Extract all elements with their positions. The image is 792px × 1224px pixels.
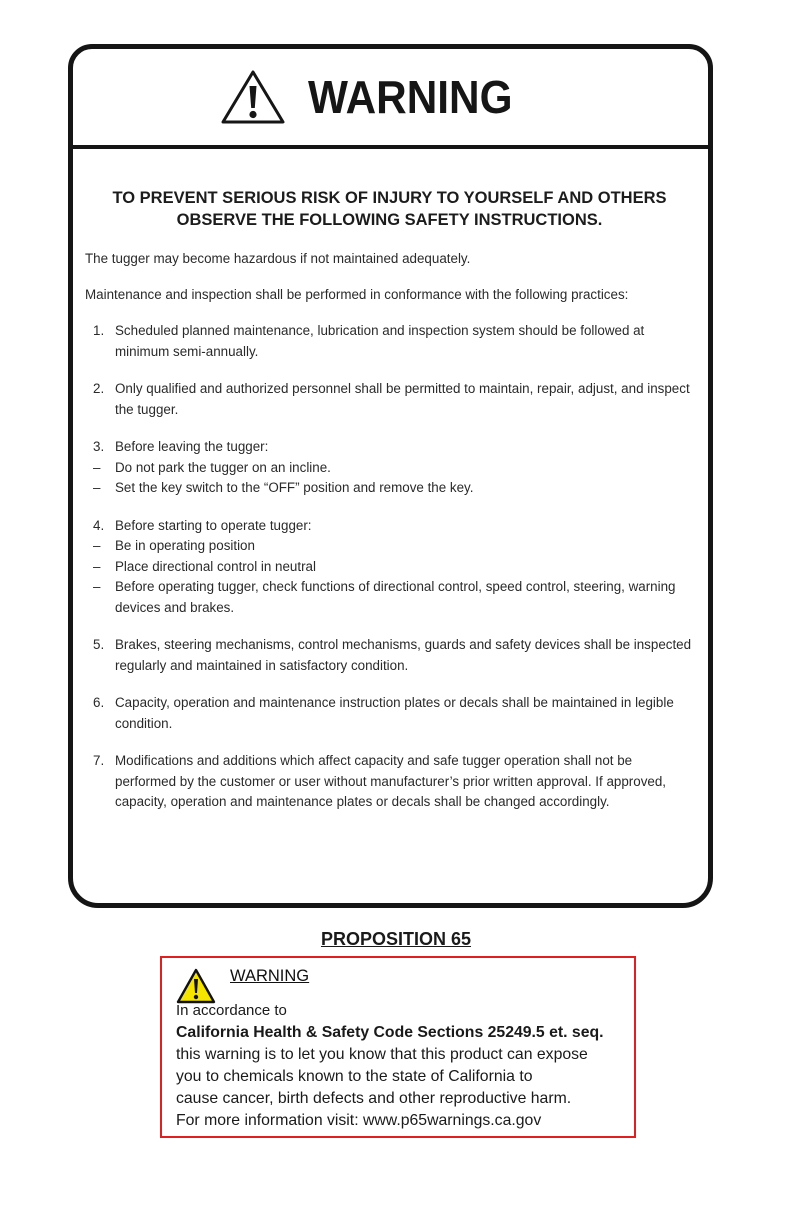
prop65-header (176, 964, 622, 1004)
instruction-item-7 (85, 751, 694, 813)
prop65-line-3: this warning is to let you know that this product can expose (176, 1046, 588, 1063)
warning-header (73, 49, 708, 149)
dash-bullet: – (93, 579, 101, 594)
intro-paragraph-1: The tugger may become hazardous if not maintained adequately. (85, 251, 471, 266)
sub-item (93, 458, 694, 479)
prop65-warning-label: WARNING (230, 967, 310, 985)
dash-bullet: – (93, 459, 101, 475)
item-text: Before leaving the tugger: (115, 439, 269, 454)
sub-item (93, 557, 694, 578)
safety-heading (85, 187, 694, 231)
sub-item (93, 478, 694, 499)
instruction-item-1 (85, 321, 694, 362)
prop65-line-1: In accordance to (176, 1002, 287, 1019)
warning-triangle-icon (220, 69, 286, 125)
dash-bullet: – (93, 538, 101, 553)
prop65-line-4: you to chemicals known to the state of California to (176, 1068, 533, 1085)
instruction-item-2 (85, 379, 694, 420)
sub-item-text: Place directional control in neutral (115, 558, 316, 574)
prop65-code-reference: California Health & Safety Code Sections 25249.5 et. seq. (176, 1024, 604, 1041)
dash-bullet: – (93, 558, 101, 574)
instruction-item-5 (85, 635, 694, 676)
instruction-item-3 (85, 437, 694, 499)
item-number: 5. (93, 637, 105, 652)
item-number: 1. (93, 323, 105, 338)
warning-title: WARNING (308, 71, 513, 123)
dash-bullet: – (93, 480, 101, 495)
heading-line-2: OBSERVE THE FOLLOWING SAFETY INSTRUCTIONS. (176, 211, 603, 229)
warning-triangle-icon (176, 968, 216, 1004)
instruction-item-6 (85, 693, 694, 734)
safety-warning-label (68, 44, 713, 908)
instruction-list (85, 321, 694, 813)
sub-item (93, 577, 694, 618)
item-text: Brakes, steering mechanisms, control mechanisms, guards and safety devices shall be inspected regularly and maintained in satisfactory condition. (115, 637, 692, 673)
item-number: 3. (93, 439, 105, 454)
sub-item-text: Be in operating position (115, 538, 255, 553)
proposition-65-warning-box (160, 956, 636, 1138)
sub-item-text: Set the key switch to the “OFF” position and remove the key. (115, 480, 474, 495)
sub-item-text: Before operating tugger, check functions of directional control, speed control, steering, warning devices and brakes. (115, 579, 676, 615)
prop65-website-line: For more information visit: www.p65warnings.ca.gov (176, 1112, 542, 1129)
item-text: Scheduled planned maintenance, lubrication and inspection system should be followed at minimum semi-annually. (115, 323, 645, 359)
proposition-65-title: PROPOSITION 65 (320, 929, 472, 949)
intro-paragraph-2: Maintenance and inspection shall be performed in conformance with the following practices: (85, 287, 629, 302)
warning-body (73, 187, 708, 813)
item-number: 2. (93, 381, 105, 396)
item-number: 7. (93, 753, 105, 768)
heading-line-1: TO PREVENT SERIOUS RISK OF INJURY TO YOURSELF AND OTHERS (112, 189, 667, 207)
item-text: Capacity, operation and maintenance instruction plates or decals shall be maintained in legible condition. (115, 695, 674, 731)
item-text: Only qualified and authorized personnel shall be permitted to maintain, repair, adjust, and inspect the tugger. (115, 381, 690, 417)
prop65-line-5: cause cancer, birth defects and other reproductive harm. (176, 1090, 572, 1107)
sub-item (93, 536, 694, 557)
instruction-item-4 (85, 516, 694, 619)
item-number: 6. (93, 695, 105, 710)
sub-item-text: Do not park the tugger on an incline. (115, 459, 331, 475)
item-text: Before starting to operate tugger: (115, 517, 312, 533)
item-text: Modifications and additions which affect capacity and safe tugger operation shall not be performed by the customer or user without manufacturer’s prior written approval. If approved, capacity, operation and maintenance plates or decals shall be changed accordingly. (115, 753, 667, 809)
item-number: 4. (93, 517, 105, 533)
